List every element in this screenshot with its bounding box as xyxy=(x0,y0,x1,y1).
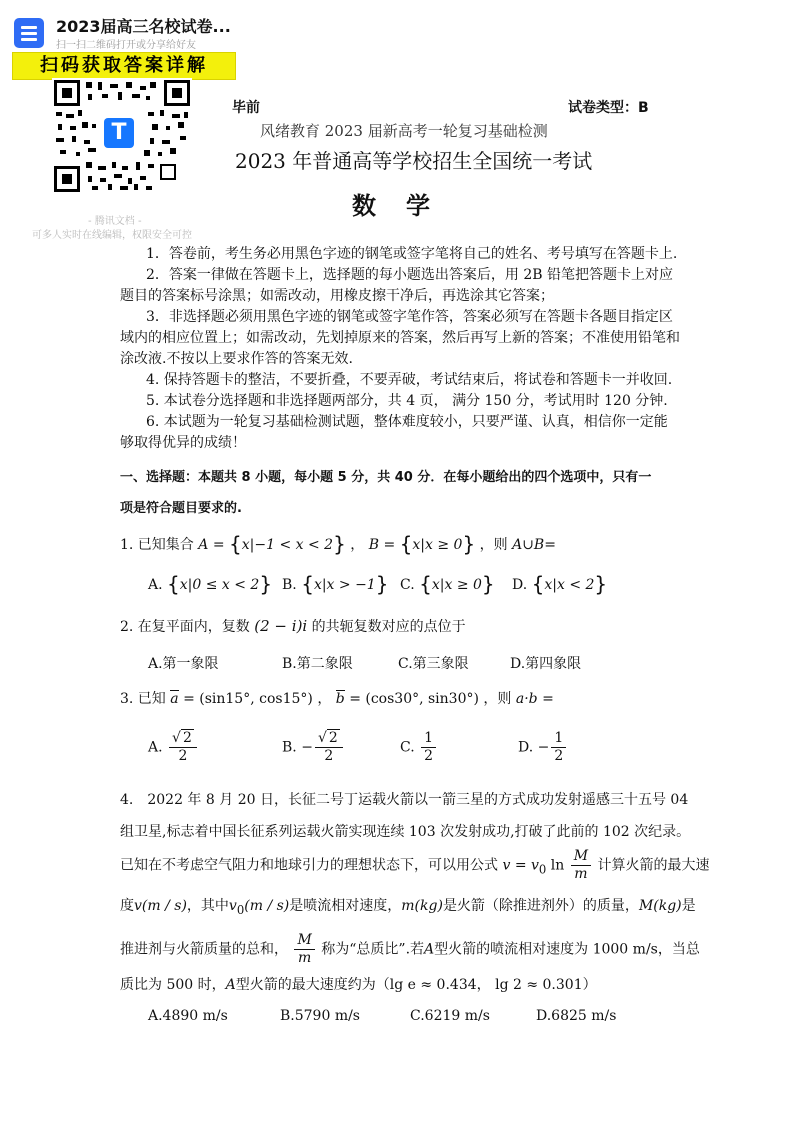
watermark-desc: 可多人实时在线编辑，权限安全可控 xyxy=(32,230,192,241)
fraction-num: 1 xyxy=(421,730,436,748)
q3-option-b[interactable] xyxy=(282,730,345,765)
q4-text: 度 xyxy=(120,898,134,914)
formula-ln: ln xyxy=(550,857,565,874)
vector-a: a xyxy=(170,691,179,707)
fraction-den: 2 xyxy=(554,748,564,764)
instruction-line: 2．答案一律做在答题卡上，选择题的每小题选出答案后，用 2B 铅笔把答题卡上对应 xyxy=(146,267,674,283)
instruction-line: 1．答卷前，考生务必用黑色字迹的钢笔或签字笔将自己的姓名、考号填写在答题卡上. xyxy=(146,246,678,262)
M-unit: M(kg) xyxy=(638,898,682,914)
qr-alignment xyxy=(160,164,176,180)
v-unit: v(m / s) xyxy=(134,898,187,914)
m-unit: m(kg) xyxy=(401,898,443,914)
q4-text: 是 xyxy=(681,898,696,914)
formula-sub: 0 xyxy=(538,862,547,877)
document-icon xyxy=(14,18,44,48)
section-heading: 一、选择题：本题共 8 小题，每小题 5 分，共 40 分．在每小题给出的四个选项中，只有一 xyxy=(120,470,652,485)
fraction-num: 2 xyxy=(328,730,338,746)
q4-text: 已知在不考虑空气阻力和地球引力的理想状态下，可以用公式 xyxy=(120,857,498,874)
q4-text: 推进剂与火箭质量的总和， xyxy=(120,941,288,958)
fraction-num: M xyxy=(294,932,314,950)
option-set: x|0 ≤ x < 2 xyxy=(179,577,260,593)
org-line: 风绪教育 2023 届新高考一轮复习基础检测 xyxy=(260,122,548,140)
question-3 xyxy=(120,688,554,708)
q1-tail: ，则 xyxy=(479,537,508,553)
subject-title: 数学 xyxy=(352,192,460,220)
answer-banner[interactable] xyxy=(12,52,236,80)
instruction-line: 5. 本试卷分选择题和非选择题两部分，共 4 页， 满分 150 分，考试用时 120 分钟. xyxy=(146,393,668,409)
dot-product: a·b = xyxy=(515,691,554,707)
v0-sub: 0 xyxy=(236,902,245,917)
paper-type: 试卷类型：B xyxy=(568,100,649,116)
qr-finder xyxy=(54,80,80,106)
option-sign: − xyxy=(537,739,550,756)
q4-option-b[interactable]: B.5790 m/s xyxy=(280,1008,360,1024)
option-set: x|x ≥ 0 xyxy=(431,577,482,593)
q2-option-c[interactable]: C.第三象限 xyxy=(398,656,469,672)
q2-option-a[interactable]: A.第一象限 xyxy=(148,656,219,672)
answer-banner-label: 扫码获取答案详解 xyxy=(40,55,208,76)
v0: v xyxy=(228,898,237,914)
q1-option-c[interactable]: C. {x|x ≥ 0} xyxy=(400,572,495,596)
q3-lead: 3. 已知 xyxy=(120,691,166,707)
comma: ， xyxy=(350,537,365,553)
q3-option-d[interactable] xyxy=(518,730,568,765)
question-2 xyxy=(120,616,466,636)
q4-option-c[interactable]: C.6219 m/s xyxy=(410,1008,490,1024)
exam-title: 2023 年普通高等学校招生全国统一考试 xyxy=(235,149,593,173)
qr-finder xyxy=(54,166,80,192)
qr-finder xyxy=(164,80,190,106)
question-1: 1. 已知集合 A = {x|−1 < x < 2} ， B = {x|x ≥ 0} ，则 A∪B= xyxy=(120,532,556,556)
equals: = xyxy=(383,537,396,553)
q2-expr: (2 − i)i xyxy=(254,617,308,635)
q4-option-d[interactable]: D.6825 m/s xyxy=(536,1008,617,1024)
q1-union: A∪B= xyxy=(512,537,556,553)
q4-text: 计算火箭的最大速 xyxy=(597,857,710,874)
section-heading-cont: 项是符合题目要求的. xyxy=(120,501,242,516)
tencent-docs-logo-icon: T xyxy=(104,118,134,148)
fraction-den: 2 xyxy=(424,748,434,764)
set-b-def: x|x ≥ 0 xyxy=(412,537,463,553)
question-4-line-6: 质比为 500 时，A型火箭的最大速度约为（lg e ≈ 0.434， lg 2 ≈ 0.301） xyxy=(120,977,597,993)
q4-text: 是喷流相对速度， xyxy=(289,898,402,914)
option-set: x|x < 2 xyxy=(544,577,595,593)
lg-2-value: lg 2 ≈ 0.301 xyxy=(495,977,583,993)
option-fraction xyxy=(551,730,566,765)
mass-ratio-fraction xyxy=(294,932,314,967)
option-label: C. xyxy=(400,577,415,593)
q4-option-a[interactable]: A.4890 m/s xyxy=(148,1008,228,1024)
fraction-den: m xyxy=(297,950,312,966)
q3-option-a[interactable] xyxy=(148,730,199,765)
q2-option-b[interactable]: B.第二象限 xyxy=(282,656,353,672)
q4-text: 称为“总质比”.若 xyxy=(321,941,425,958)
q4-text: ） xyxy=(582,977,597,993)
question-4-line-1: 4. 2022 年 8 月 20 日，长征二号丁运载火箭以一箭三星的方式成功发射遥感三十五号 04 xyxy=(120,792,689,808)
option-label: D. xyxy=(512,577,528,593)
q1-lead: 1. 已知集合 xyxy=(120,537,194,553)
fraction-num: 1 xyxy=(551,730,566,748)
q4-text: 型火箭的最大速度约为（ xyxy=(235,977,390,993)
formula-lhs: v = v xyxy=(502,857,539,874)
question-4-line-3 xyxy=(120,848,710,883)
fraction-den: 2 xyxy=(178,748,188,764)
q4-text: ，其中 xyxy=(186,898,229,914)
instruction-line: 3．非选择题必须用黑色字迹的钢笔或签字笔作答，答案必须写在答题卡各题目指定区 xyxy=(146,309,673,325)
option-label: A. xyxy=(148,577,163,593)
instruction-line: 涂改液.不按以上要求作答的答案无效. xyxy=(120,351,353,367)
question-4-line-5 xyxy=(120,932,700,967)
instruction-line: 够取得优异的成绩！ xyxy=(120,435,246,451)
q1-option-b[interactable]: B. {x|x > −1} xyxy=(282,572,389,596)
set-a-def: x|−1 < x < 2 xyxy=(241,537,334,553)
vector-a-value: = (sin15°, cos15°) xyxy=(183,691,313,707)
fraction-den: 2 xyxy=(324,748,334,764)
q4-text: 是火箭（除推进剂外）的质量， xyxy=(442,898,639,914)
document-title[interactable]: 2023届高三名校试卷... xyxy=(56,17,231,36)
q3-option-c[interactable] xyxy=(400,730,438,765)
option-label: C. xyxy=(400,739,415,756)
option-label: B. xyxy=(282,577,297,593)
set-b-name: B xyxy=(368,537,380,553)
lg-e-value: lg e ≈ 0.434 xyxy=(389,977,477,993)
rocket-type: A xyxy=(424,941,435,958)
instruction-line: 域内的相应位置上；如需改动，先划掉原来的答案，然后再写上新的答案；不准使用铅笔和 xyxy=(120,330,680,346)
question-4-line-2: 组卫星,标志着中国长征系列运载火箭实现连续 103 次发射成功,打破了此前的 102 次纪录。 xyxy=(120,824,691,840)
watermark-app: - 腾讯文档 - xyxy=(88,216,142,227)
q4-text: 质比为 500 时， xyxy=(120,977,226,993)
secret-mark: 毕前 xyxy=(232,100,260,116)
instruction-line: 6. 本试题为一轮复习基础检测试题，整体难度较小，只要严谨、认真，相信你一定能 xyxy=(146,414,668,430)
vector-b-value: = (cos30°, sin30°) xyxy=(349,691,479,707)
option-label: A. xyxy=(148,739,163,756)
instruction-line: 题目的答案标号涂黑；如需改动，用橡皮擦干净后，再选涂其它答案； xyxy=(120,288,554,304)
question-4-line-4 xyxy=(120,895,696,917)
set-a-name: A xyxy=(198,537,209,553)
option-label: B. xyxy=(282,739,297,756)
option-label: D. xyxy=(518,739,534,756)
qr-code[interactable] xyxy=(52,78,192,194)
rocket-type: A xyxy=(225,977,236,993)
option-set: x|x > −1 xyxy=(313,577,376,593)
mass-ratio-fraction xyxy=(571,848,591,883)
option-fraction xyxy=(421,730,436,765)
fraction-num: M xyxy=(571,848,591,866)
q2-option-d[interactable]: D.第四象限 xyxy=(510,656,582,672)
q2-lead: 2. 在复平面内，复数 xyxy=(120,619,250,635)
v0-unit: (m / s) xyxy=(244,898,290,914)
q1-option-d[interactable]: D. {x|x < 2} xyxy=(512,572,608,596)
option-fraction: $\frac{√ 2}{2}$ xyxy=(315,730,343,765)
fraction-num: 2 xyxy=(182,730,192,746)
q1-option-a[interactable]: A. {x|0 ≤ x < 2} xyxy=(148,572,273,596)
equals: = xyxy=(212,537,225,553)
q2-tail: 的共轭复数对应的点位于 xyxy=(311,619,466,635)
instruction-line: 4. 保持答题卡的整洁，不要折叠，不要弄破，考试结束后，将试卷和答题卡一并收回. xyxy=(146,372,673,388)
fraction-den: m xyxy=(574,866,588,882)
option-fraction: $\frac{√ 2}{2}$ xyxy=(169,730,197,765)
q3-tail: ，则 xyxy=(483,691,512,707)
share-hint: 扫一扫二维码打开或分享给好友 xyxy=(56,40,196,51)
q4-text: 型火箭的喷流相对速度为 1000 m/s，当总 xyxy=(434,941,700,958)
option-sign: − xyxy=(301,739,313,756)
vector-b: b xyxy=(335,691,345,707)
comma: ， xyxy=(317,691,332,707)
